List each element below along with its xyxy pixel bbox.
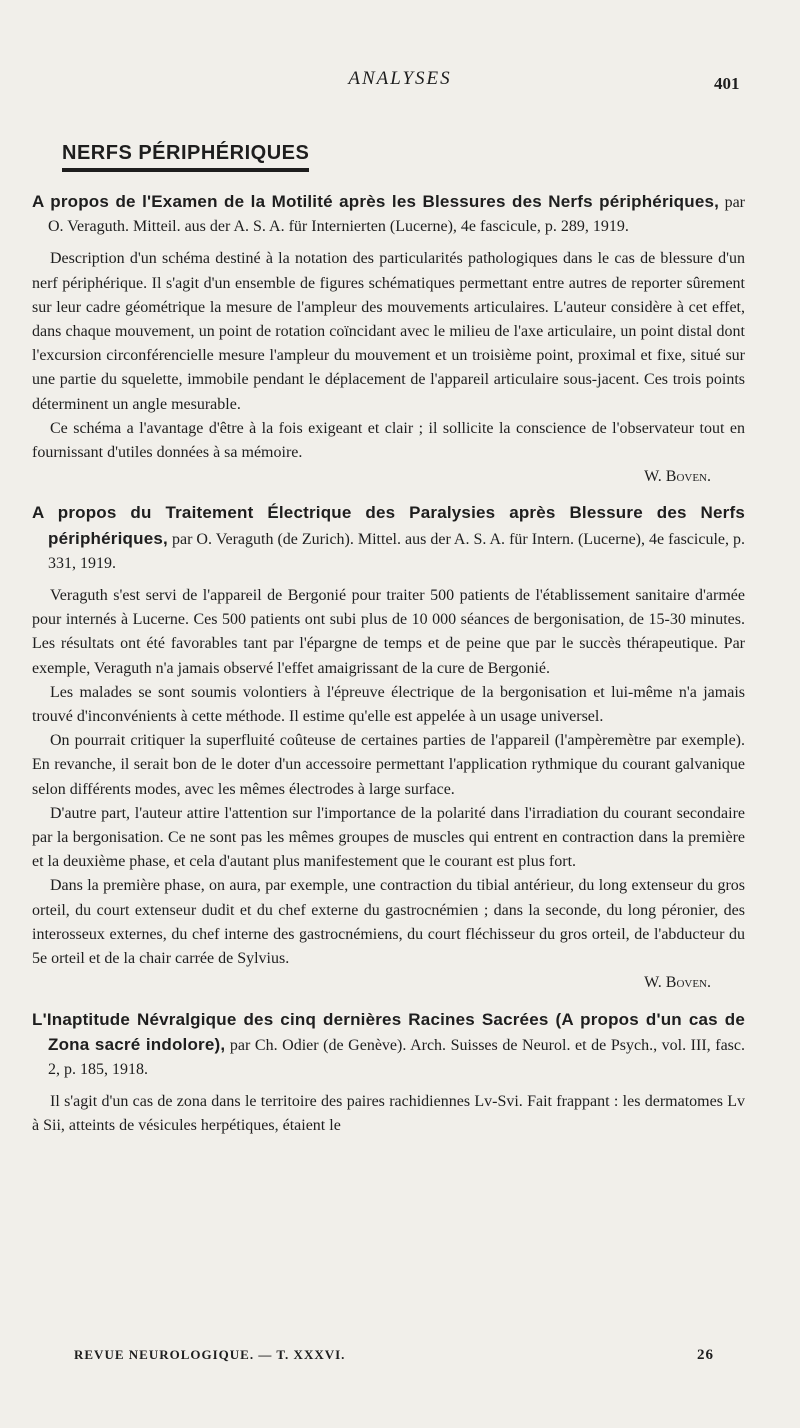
article-title: A propos du Traitement Électrique des Paralysies après Blessure des Nerfs périphériques, xyxy=(32,503,745,548)
article-title: L'Inaptitude Névralgique des cinq dernières Racines Sacrées (A propos d'un cas de Zona sacré indolore), xyxy=(32,1009,745,1054)
article-citation: par O. Veraguth (de Zurich). Mittel. aus der A. S. A. für Intern. (Lucerne), 4e fascicule, p. 331, 1919. xyxy=(48,530,746,572)
article-title: A propos de l'Examen de la Motilité après les Blessures des Nerfs périphériques, xyxy=(32,192,720,211)
article-citation: par O. Veraguth. Mitteil. aus der A. S. A. für Internierten (Lucerne), 4e fascicule, p. 289, 1919. xyxy=(48,194,746,236)
footer-sheet-number: 26 xyxy=(697,1347,714,1363)
paragraph: Ce schéma a l'avantage d'être à la fois exigeant et clair ; il sollicite la conscience de l'observateur tout en fournissant d'utiles données à sa mémoire. xyxy=(32,419,745,462)
article-heading xyxy=(32,1008,745,1083)
article xyxy=(32,190,745,489)
article-heading xyxy=(32,501,745,576)
paragraph: Veraguth s'est servi de l'appareil de Bergonié pour traiter 500 patients de l'établissement sanitaire d'armée pour internés à Lucerne. Ces 500 patients ont subi plus de 10 000 séances de bergonisation, de 15-30 minutes. Les résultats ont été favorables tant par l'épargne de temps et de peine que par le succès thérapeutique. Par exemple, Veraguth n'a jamais observé l'effet amaigrissant de la cure de Bergonié. xyxy=(32,587,745,677)
footer-journal: REVUE NEUROLOGIQUE. — T. XXXVI. xyxy=(74,1347,346,1362)
signature: W. Boven. xyxy=(644,974,711,992)
article xyxy=(32,501,745,995)
paragraph: D'autre part, l'auteur attire l'attention sur l'importance de la polarité dans l'irradiation du courant secondaire par la bergonisation. Ce ne sont pas les mêmes groupes de muscles qui entrent en contraction dans la première et la deuxième phase, et cela d'autant plus manifestement que le courant est plus fort. xyxy=(32,804,745,871)
running-head: ANALYSES xyxy=(348,68,452,89)
section-title: NERFS PÉRIPHÉRIQUES xyxy=(62,142,309,172)
page-number: 401 xyxy=(714,74,740,93)
paragraph: Dans la première phase, on aura, par exemple, une contraction du tibial antérieur, du long extenseur du gros orteil, du court extenseur dudit et du chef externe du gastrocnémien ; dans la seconde, du long péronier, des interosseux externes, du chef interne des gastrocnémiens, du court fléchisseur du gros orteil, de l'abducteur du 5e orteil et de la chair carrée de Sylvius. xyxy=(32,877,745,968)
page-footer xyxy=(74,1347,714,1363)
paragraph: Description d'un schéma destiné à la notation des particularités pathologiques dans le cas de blessure d'un nerf périphérique. Il s'agit d'un ensemble de figures schématiques permettant entre autres de reporter sûrement sur leur cadre géométrique la mesure de l'ampleur des mouvements articulaires. L'auteur considère à cet effet, dans chaque mouvement, un point de rotation coïncidant avec le milieu de l'axe articulaire, un point distal dont l'excursion circonférencielle mesure l'ampleur du mouvement et un troisième point, proximal et fixe, situé sur une partie du squelette, immobile pendant le déplacement de l'appareil articulaire sous-jacent. Ces trois points déterminent un angle mesurable. xyxy=(32,250,745,413)
signature: W. Boven. xyxy=(644,468,711,486)
paragraph: Il s'agit d'un cas de zona dans le territoire des paires rachidiennes Lv-Svi. Fait frappant : les dermatomes Lv à Sii, atteints de vésicules herpétiques, étaient le xyxy=(32,1093,745,1135)
article xyxy=(32,1008,745,1139)
paragraph: On pourrait critiquer la superfluité coûteuse de certaines parties de l'appareil (l'ampèremètre par exemple). En revanche, il serait bon de le doter d'un accessoire permettant l'application rythmique du courant galvanique selon différents modes, avec les mêmes électrodes à large surface. xyxy=(32,732,745,798)
paragraph: Les malades se sont soumis volontiers à l'épreuve électrique de la bergonisation et lui-même n'a jamais trouvé d'inconvénients à cette méthode. Il estime qu'elle est appelée à un usage universel. xyxy=(32,683,745,726)
article-citation: par Ch. Odier (de Genève). Arch. Suisses de Neurol. et de Psych., vol. III, fasc. 2, p. 185, 1918. xyxy=(48,1036,746,1078)
article-heading xyxy=(32,190,745,239)
article-list xyxy=(32,190,745,1151)
